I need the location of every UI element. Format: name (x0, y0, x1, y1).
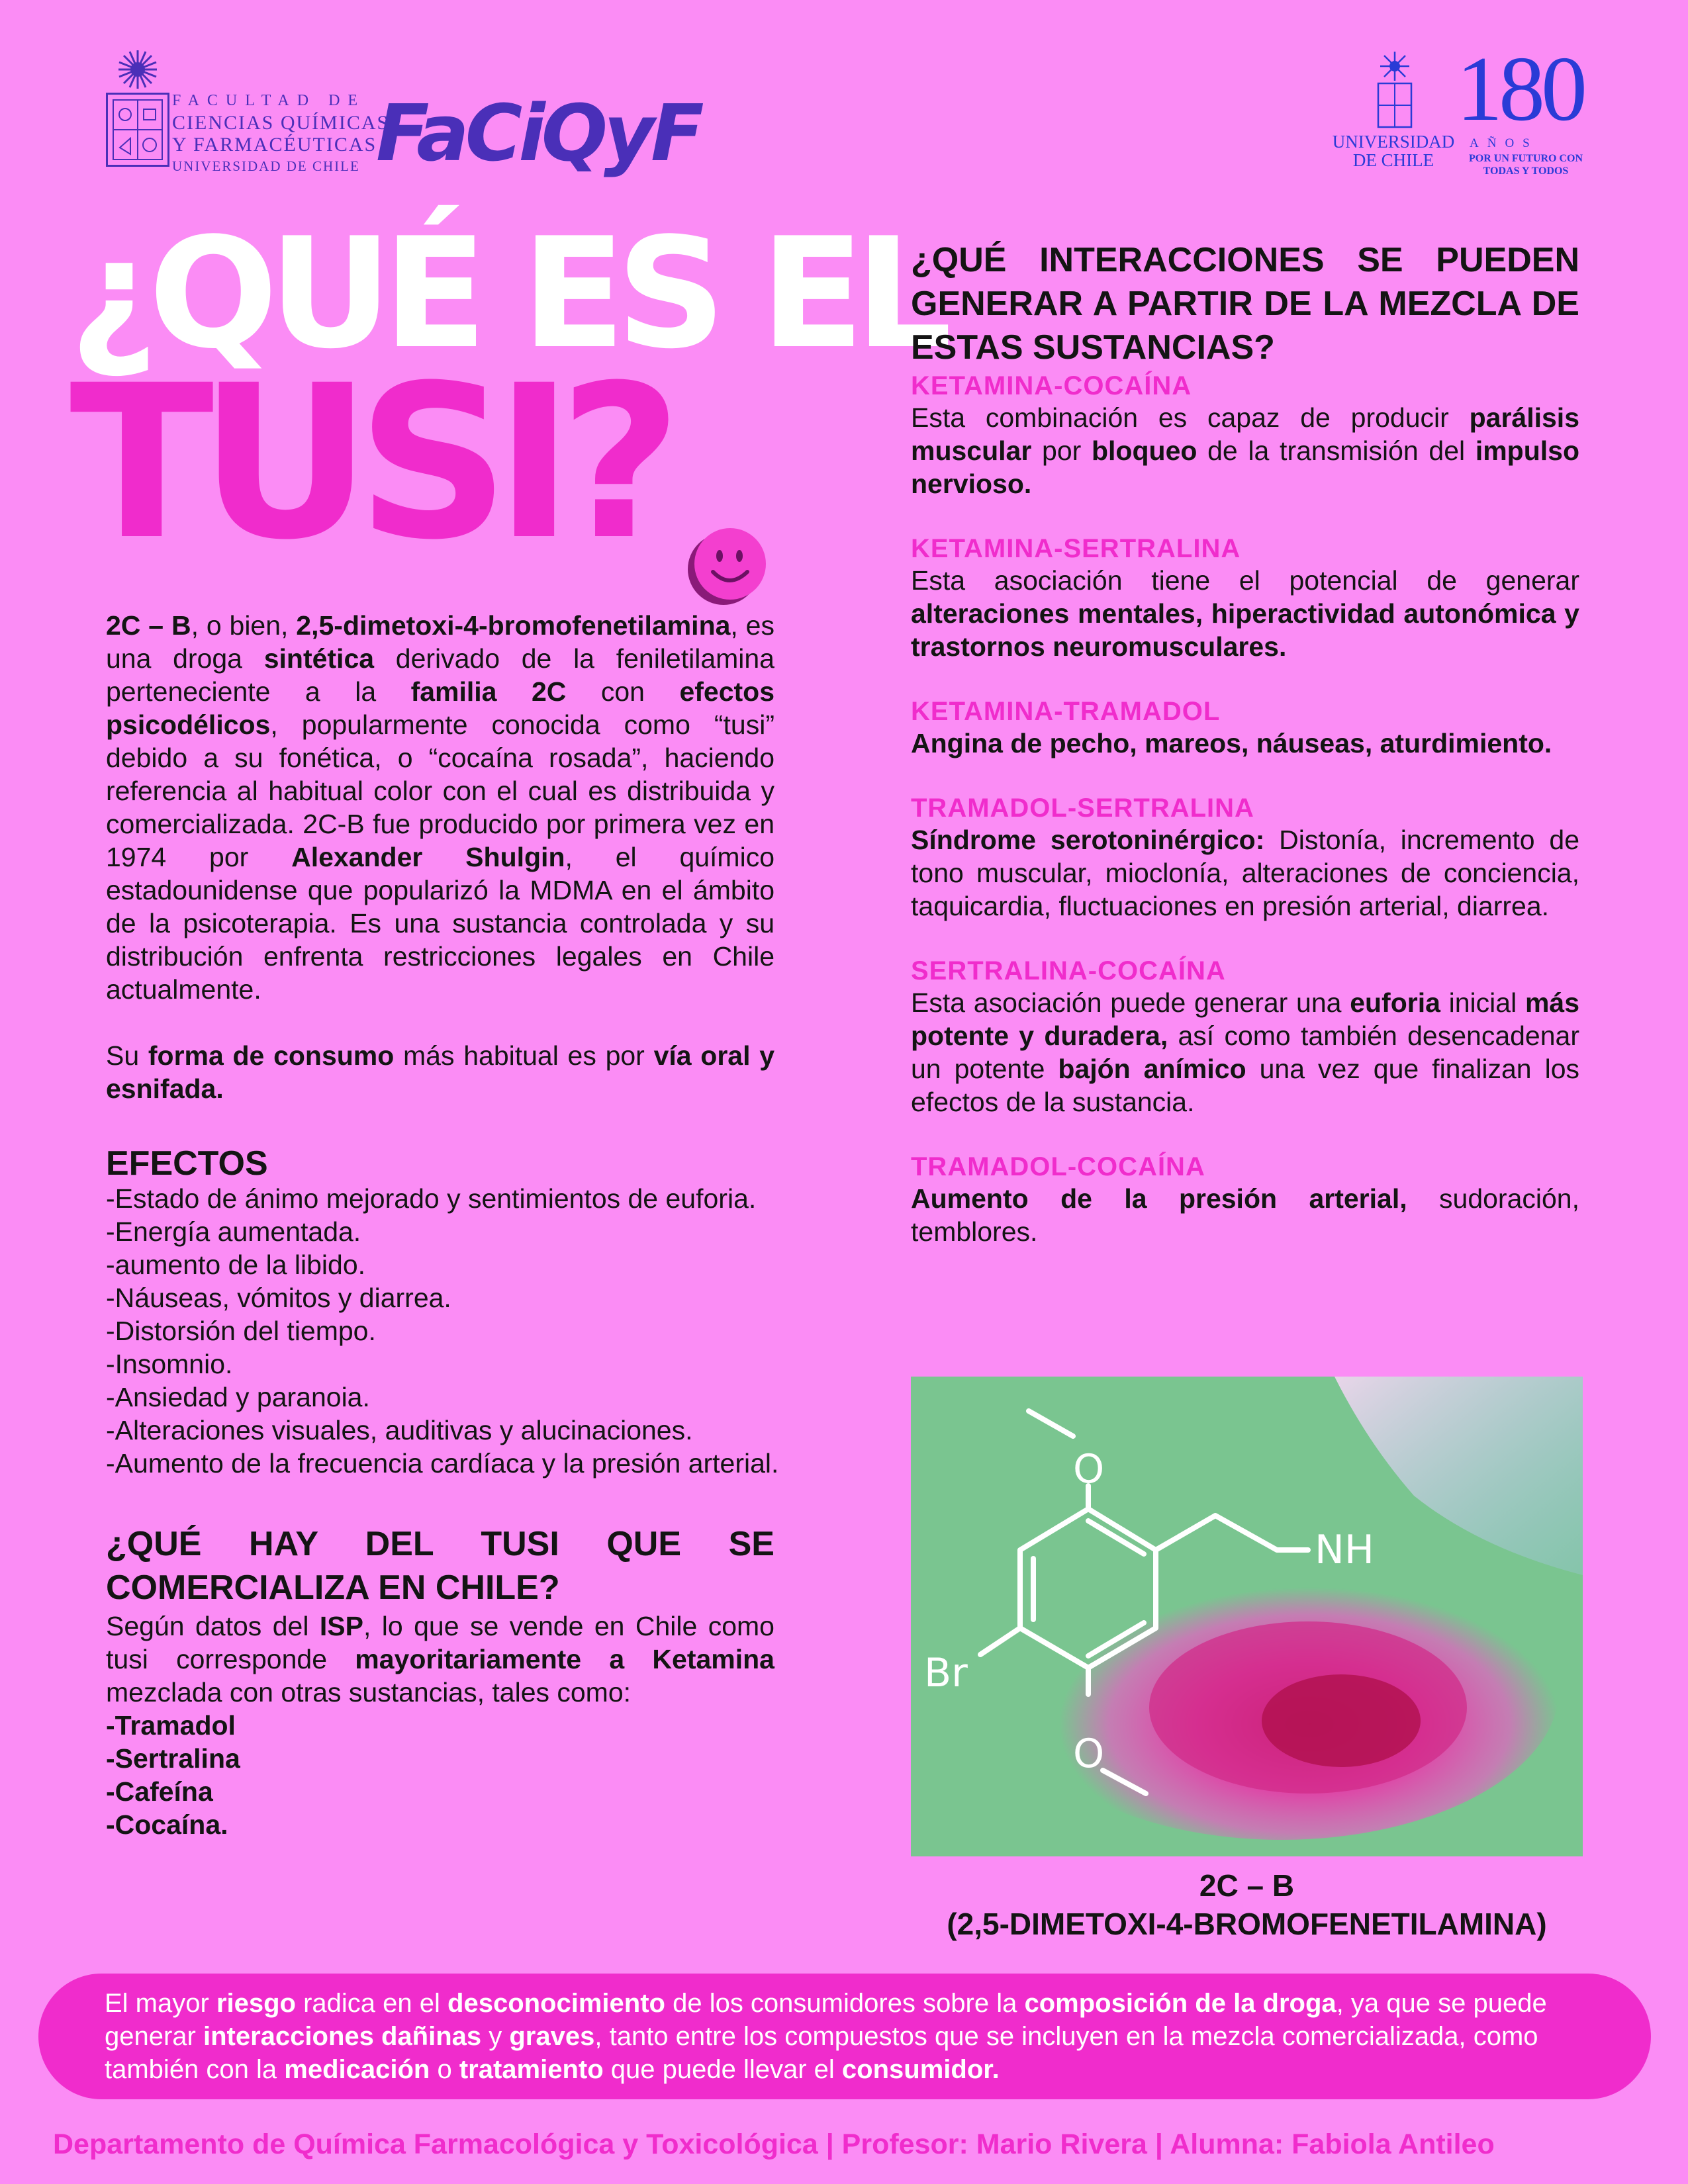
title-line-1: ¿QUÉ ES EL (70, 206, 943, 383)
atom-nh: NH (1315, 1527, 1374, 1573)
chile-substances-list (106, 1709, 774, 1841)
sun-icon (111, 46, 164, 93)
faculty-line: FACULTAD DE (172, 92, 366, 109)
interaction-text: Esta asociación puede generar una euforia inicial más potente y duradera, así como también desencadenar un potente bajón anímico una vez que finalizan los efectos de la sustancia. (911, 987, 1579, 1117)
interacciones-blocks (911, 371, 1579, 1281)
interaction-title: TRAMADOL-COCAÍNA (911, 1152, 1205, 1181)
chile-paragraph: Según datos del ISP, lo que se vende en Chile como tusi corresponde mayoritariamente a Ketamina mezclada con otras sustancias, tales como: (106, 1611, 774, 1707)
atom-o-bottom: O (1073, 1731, 1105, 1777)
efectos-item: -Alteraciones visuales, auditivas y alucinaciones. (106, 1415, 693, 1445)
efectos-item: -Aumento de la frecuencia cardíaca y la presión arterial. (106, 1448, 779, 1479)
efectos-item: -Ansiedad y paranoia. (106, 1382, 370, 1412)
anniversary-number: 180 (1456, 38, 1583, 140)
interaction-text: Aumento de la presión arterial, sudoración, temblores. (911, 1183, 1579, 1247)
consumption-paragraph: Su forma de consumo más habitual es por vía oral y esnifada. (106, 1040, 774, 1104)
chile-substance-item: -Sertralina (106, 1743, 240, 1774)
intro-paragraph: 2C – B, o bien, 2,5-dimetoxi-4-bromofenetilamina, es una droga sintética derivado de la feniletilamina perteneciente a la familia 2C con efectos psicodélicos, popularmente conocida como “tusi” debido a su fonética, o “cocaína rosada”, haciendo referencia al habitual color con el cual es distribuida y comercializada. 2C-B fue producido por primera vez en 1974 por Alexander Shulgin, el químico estadounidense que popularizó la MDMA en el ámbito de la psicoterapia. Es una sustancia controlada y su distribución enfrenta restricciones legales en Chile actualmente. (106, 610, 775, 1005)
chile-substance-item: -Tramadol (106, 1710, 236, 1741)
interaction-text: Angina de pecho, mareos, náuseas, aturdimiento. (911, 728, 1552, 758)
faculty-name (172, 90, 389, 177)
anniversary-word: AÑOS (1470, 136, 1538, 150)
anniversary-motto: POR UN FUTURO CON TODAS Y TODOS (1469, 153, 1583, 177)
interaction-title: KETAMINA-SERTRALINA (911, 534, 1241, 563)
interaction-text: Síndrome serotoninérgico: Distonía, incremento de tono muscular, mioclonía, alteraciones de conciencia, taquicardia, fluctuaciones en presión arterial, diarrea. (911, 825, 1579, 921)
efectos-item: -aumento de la libido. (106, 1250, 366, 1280)
risk-banner-text: El mayor riesgo radica en el desconocimiento de los consumidores sobre la composición de la droga, ya que se puede generar interacciones dañinas y graves, tanto entre los compuestos que se incluyen en la mezcla comercializada, como también con la medicación o tratamiento que puede llevar el consumidor. (105, 1989, 1547, 2084)
footer-credits: Departamento de Química Farmacológica y Toxicológica | Profesor: Mario Rivera | Alumna: Fabiola Antileo (53, 2128, 1495, 2160)
interacciones-heading: ¿QUÉ INTERACCIONES SE PUEDEN GENERAR A PARTIR DE LA MEZCLA DE ESTAS SUSTANCIAS? (911, 241, 1579, 367)
molecule-caption (911, 1866, 1583, 1943)
interaction-text: Esta asociación tiene el potencial de generar alteraciones mentales, hiperactividad autonómica y trastornos neuromusculares. (911, 565, 1579, 662)
interaction-title: TRAMADOL-SERTRALINA (911, 794, 1254, 823)
chile-heading: ¿QUÉ HAY DEL TUSI QUE SE COMERCIALIZA EN CHILE? (106, 1525, 774, 1607)
interaction-title: SERTRALINA-COCAÍNA (911, 956, 1226, 985)
faculty-line: CIENCIAS QUÍMICAS (172, 112, 390, 134)
faculty-line: UNIVERSIDAD DE CHILE (172, 158, 360, 174)
chile-substance-item: -Cocaína. (106, 1809, 228, 1840)
title-line-2: TUSI? (70, 340, 668, 586)
faculty-logo (106, 46, 700, 179)
interaction-block (911, 1152, 1579, 1248)
chile-substance-item: -Cafeína (106, 1776, 213, 1807)
efectos-heading: EFECTOS (106, 1144, 268, 1183)
efectos-item: -Energía aumentada. (106, 1216, 361, 1247)
atom-br: Br (924, 1650, 968, 1696)
interaction-block (911, 696, 1579, 760)
atom-o-top: O (1073, 1446, 1105, 1492)
efectos-item: -Insomnio. (106, 1349, 233, 1379)
efectos-list (106, 1182, 779, 1480)
interaction-block (911, 793, 1579, 923)
efectos-item: -Náuseas, vómitos y diarrea. (106, 1283, 451, 1313)
risk-banner (38, 1974, 1651, 2099)
efectos-item: -Distorsión del tiempo. (106, 1316, 376, 1346)
uchile-name: UNIVERSIDAD DE CHILE (1332, 132, 1455, 170)
faculty-crest-icon (106, 93, 169, 167)
interaction-title: KETAMINA-COCAÍNA (911, 371, 1192, 400)
interaction-title: KETAMINA-TRAMADOL (911, 697, 1221, 726)
interaction-block (911, 956, 1579, 1118)
interaction-text: Esta combinación es capaz de producir parálisis muscular por bloqueo de la transmisión del impulso nervioso. (911, 402, 1580, 499)
left-column (106, 609, 779, 1841)
interaction-block (911, 371, 1579, 500)
uchile-logo (1331, 38, 1583, 177)
smiley-pill-icon (685, 523, 771, 609)
faciqyf-logo: FaCiQyF (376, 87, 700, 179)
interaction-block (911, 533, 1579, 663)
faculty-line: Y FARMACÉUTICAS (172, 134, 377, 156)
caption-line-2: (2,5-DIMETOXI-4-BROMOFENETILAMINA) (947, 1907, 1547, 1941)
uchile-crest-icon (1374, 50, 1415, 130)
tusi-powder-molecule-image (911, 1377, 1583, 1856)
efectos-item: -Estado de ánimo mejorado y sentimientos de euforia. (106, 1183, 757, 1214)
caption-line-1: 2C – B (1199, 1868, 1295, 1903)
